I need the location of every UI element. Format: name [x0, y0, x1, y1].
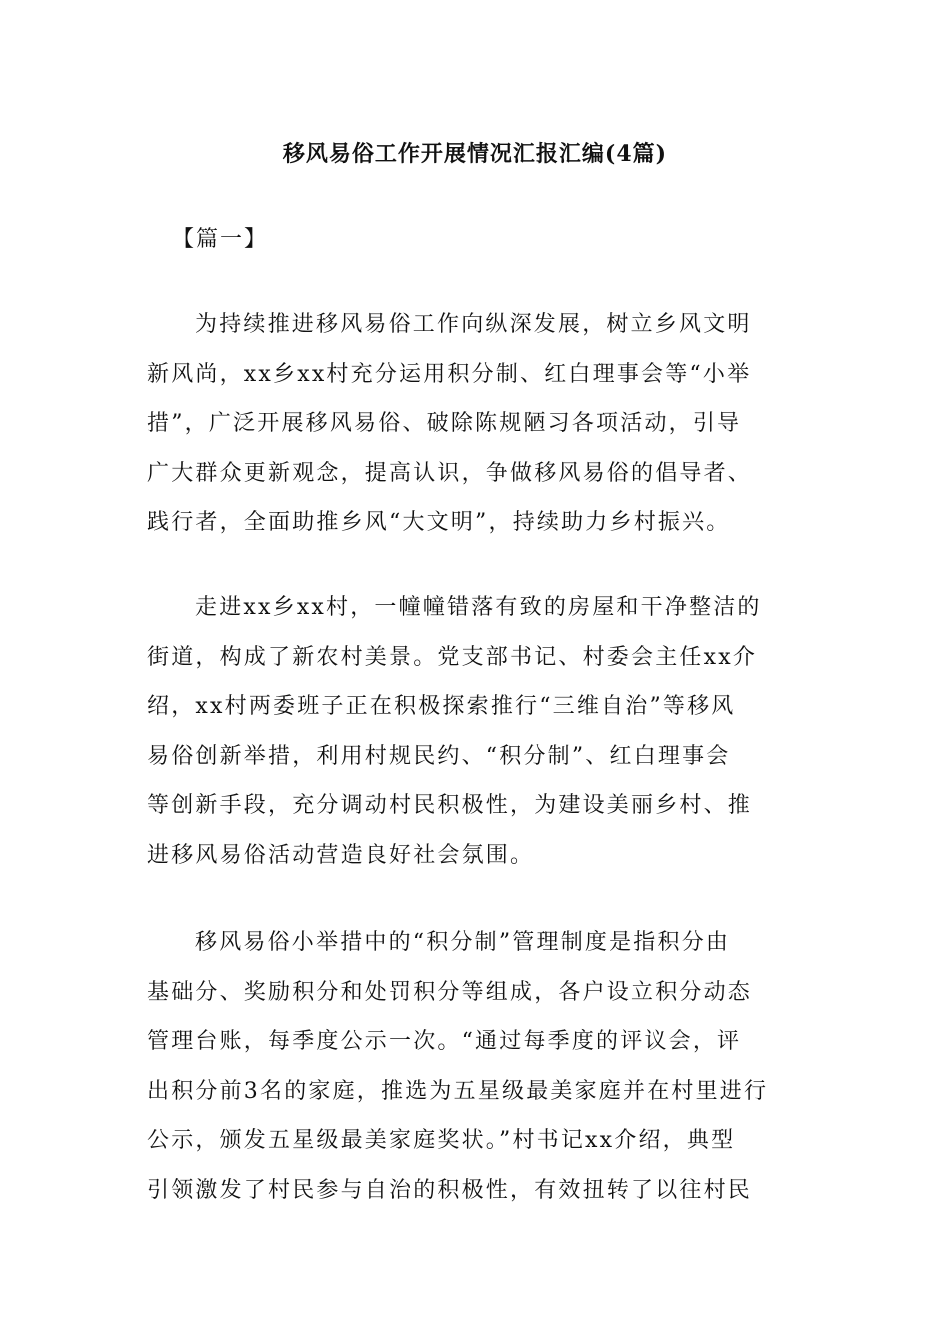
paragraph-line: 践行者，全面助推乡风“大文明”，持续助力乡村振兴。 [147, 510, 731, 535]
paragraph-line: 绍，xx村两委班子正在积极探索推行“三维自治”等移风 [147, 694, 736, 719]
paragraph-line: 新风尚，xx乡xx村充分运用积分制、红白理事会等“小举 [147, 361, 752, 387]
paragraph-line: 易俗创新举措，利用村规民约、“积分制”、红白理事会 [147, 743, 731, 769]
paragraph-line: 公示，颁发五星级最美家庭奖状。”村书记xx介绍，典型 [147, 1128, 736, 1153]
paragraph-line: 出积分前3名的家庭，推选为五星级最美家庭并在村里进行 [147, 1078, 769, 1104]
paragraph-line: 等创新手段，充分调动村民积极性，为建设美丽乡村、推 [147, 793, 753, 818]
paragraph [147, 300, 827, 548]
paragraph-line: 走进xx乡xx村，一幢幢错落有致的房屋和干净整洁的 [195, 595, 762, 620]
paragraph-line: 基础分、奖励积分和处罚积分等组成，各户设立积分动态 [147, 979, 753, 1005]
paragraph-line: 街道，构成了新农村美景。党支部书记、村委会主任xx介 [147, 644, 758, 670]
document-title: 移风易俗工作开展情况汇报汇编(4篇) [282, 141, 668, 167]
section-label: 【篇一】 [172, 227, 269, 252]
paragraph-line: 管理台账，每季度公示一次。“通过每季度的评议会，评 [147, 1029, 742, 1054]
paragraph-line: 进移风易俗活动营造良好社会氛围。 [147, 842, 535, 868]
paragraph-line: 为持续推进移风易俗工作向纵深发展，树立乡风文明 [195, 312, 752, 337]
paragraph-line: 引领激发了村民参与自治的积极性，有效扭转了以往村民 [147, 1177, 753, 1203]
paragraph-line: 广大群众更新观念，提高认识，争做移风易俗的倡导者、 [147, 460, 753, 486]
paragraph-line: 措”，广泛开展移风易俗、破除陈规陋习各项活动，引导 [147, 411, 742, 436]
paragraph-line: 移风易俗小举措中的“积分制”管理制度是指积分由 [195, 930, 731, 955]
paragraph [147, 583, 827, 880]
paragraph [147, 918, 827, 1215]
